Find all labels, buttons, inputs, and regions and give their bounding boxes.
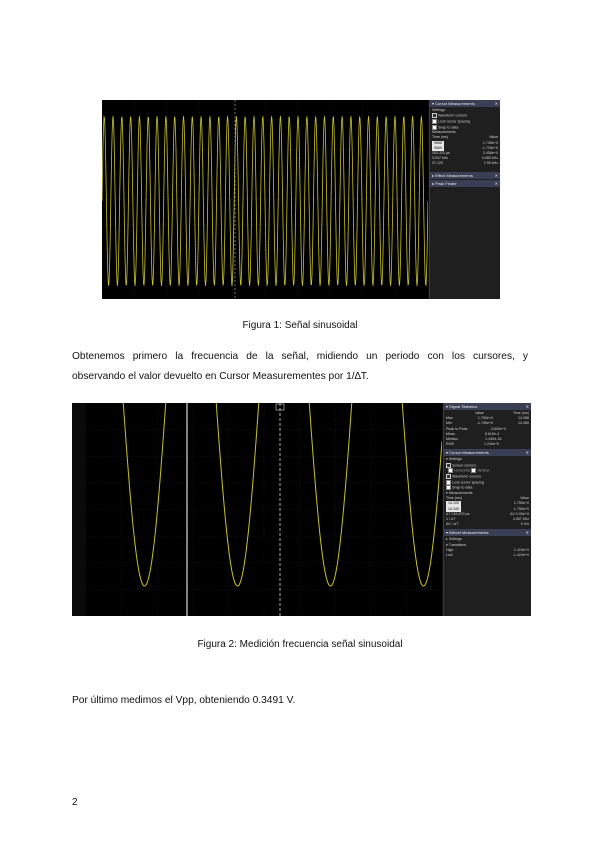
- figure-1-waveform: [102, 100, 428, 299]
- measurements-label: Measurements: [432, 130, 456, 135]
- signal-statistics-header: ▾ Signal Statistics ✕: [446, 404, 529, 409]
- stat-row: Peak to Peak 3.500e+0: [446, 426, 506, 431]
- paragraph: [72, 347, 528, 387]
- figure-2-waveform: [72, 403, 442, 616]
- conclusion-text: Por último medimos el Vpp, obteniendo 0.3491 V.: [72, 695, 296, 706]
- settings-label: Settings: [432, 108, 445, 112]
- peak-finder-header: ▸ Peak Finder ✕: [432, 180, 498, 186]
- stat-row: Min -1.750e+0 14.280: [446, 421, 529, 426]
- stat-row: Max 1.750e+0 14.286: [446, 416, 529, 421]
- figure-2-side-panel: ▾ Signal Statistics ✕ Value Time (ms) Max 1.750e+0 14.286 Min -1.750e+0 14.280 Peak to Peak 3.500e+0 Mean 8.610e-4 Median 1.430e-16 RMS 1.240e+0 ▾ Cursor Measurements ✕ ▾ Settings Screen cursors Horizontal Vertical Waveform cursors Lock cursor spacing Snap to data ▾ Measurements Time (ms) Value 15.100 1.750e+0 15.349 1.750e+0 ΔT 245.879 µs ΔV 0.00e+0 1 / ΔT 4.067 kHz ΔV / ΔT 0 V/s ▾ Bilevel Measurements ✕ ▸ Settings ▾ Transitions High 1.424e+0 Low -1.424e+0: [443, 403, 531, 616]
- effect-measurements-header: ▸ Effect Measurements ✕: [432, 172, 498, 178]
- figure-1-screenshot: [102, 100, 499, 299]
- y-axis-strip: [72, 403, 86, 616]
- figure-1-plot: [102, 100, 428, 299]
- stat-row: Median 1.430e-16: [446, 437, 502, 442]
- figure-1-caption: Figura 1: Señal sinusoidal: [242, 320, 358, 331]
- page-number: 2: [72, 797, 78, 808]
- paragraph-line-1: Obtenemos primero la frecuencia de la señal, midiendo un periodo con los cursores, y: [72, 351, 528, 362]
- figure-2-screenshot: [72, 403, 530, 616]
- paragraph-line-2: observando el valor devuelto en Cursor Measurementes por 1/∆T.: [72, 371, 369, 382]
- signal-trace: [102, 116, 428, 286]
- option-row: Lock cursor spacing: [430, 119, 500, 125]
- stat-row: Mean 8.610e-4: [446, 431, 500, 436]
- figure-1-side-panel: ▾ Cursor Measurements ✕ Settings Waveform cursors Lock cursor spacing Snap to data Measurements Time (ms) Value 9668 1.735e+0 9669 -1.725e+0 253.333 µs 3.458e+0 3.947 kHz 4.085 kHz 37.125 1.95 kHz ▸ Effect Measurements ✕ ▸ Peak Finder ✕: [429, 100, 500, 299]
- cursor-measurements-header: ▾ Cursor Measurements ✕: [432, 101, 498, 106]
- figure-2-plot: [72, 403, 442, 616]
- option-row: Waveform cursors: [430, 113, 500, 119]
- stat-row: RMS 1.240e+0: [446, 442, 500, 447]
- bilevel-measurements-header: ▾ Bilevel Measurements ✕: [446, 530, 529, 536]
- figure-2-caption: Figura 2: Medición frecuencia señal sinusoidal: [197, 639, 403, 650]
- cursor-measurements-header: ▾ Cursor Measurements ✕: [446, 450, 529, 456]
- option-row: Snap to data: [430, 125, 500, 131]
